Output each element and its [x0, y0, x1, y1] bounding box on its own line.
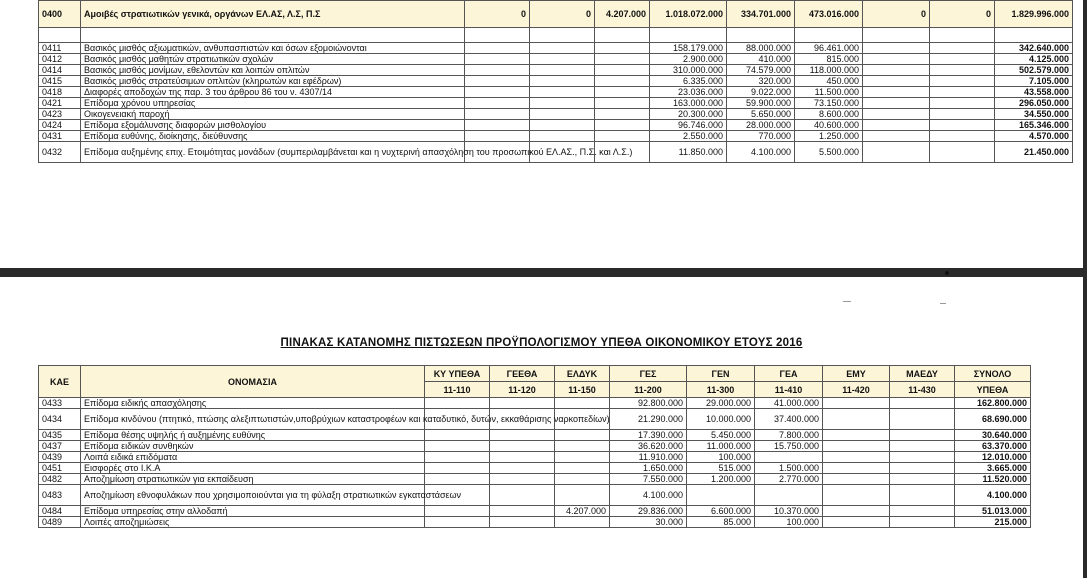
row-total: 162.800.000: [955, 398, 1031, 409]
row-value: [425, 517, 490, 528]
table-row: [39, 142, 1073, 163]
row-name: Λοιπά ειδικά επιδόματα: [81, 452, 425, 463]
row-value: [425, 463, 490, 474]
spacer-cell: [81, 28, 465, 43]
row-name: Βασικός μισθός στρατεύσιμων οπλιτών (κληρωτών και εφέδρων): [81, 76, 465, 87]
spacer-cell: [530, 28, 595, 43]
row-value: 410.000: [727, 54, 795, 65]
spacer-cell: [995, 28, 1073, 43]
row-value: 59.900.000: [727, 98, 795, 109]
row-value: [890, 517, 955, 528]
table-row: [39, 120, 1073, 131]
row-code: 0424: [39, 120, 81, 131]
row-value: 1.650.000: [610, 463, 687, 474]
scan-mark: [940, 303, 946, 304]
row-value: [465, 87, 530, 98]
row-total: 68.690.000: [955, 409, 1031, 430]
row-value: [863, 142, 930, 163]
row-value: [930, 87, 995, 98]
row-total: 30.640.000: [955, 430, 1031, 441]
row-value: [930, 142, 995, 163]
row-value: [530, 76, 595, 87]
row-value: [823, 441, 890, 452]
row-name: Οικογενειακή παροχή: [81, 109, 465, 120]
row-value: 7.800.000: [755, 430, 823, 441]
row-value: 41.000.000: [755, 398, 823, 409]
row-value: [595, 131, 650, 142]
col-header-label: ΜΑΕΔΥ: [890, 366, 955, 382]
row-value: 15.750.000: [755, 441, 823, 452]
row-value: 320.000: [727, 76, 795, 87]
row-code: 0435: [39, 430, 81, 441]
row-name: Βασικός μισθός αξιωματικών, ανθυπασπιστών και όσων εξομοιώνονται: [81, 43, 465, 54]
row-value: [465, 76, 530, 87]
stray-mark: [945, 271, 949, 275]
row-total: 3.665.000: [955, 463, 1031, 474]
row-value: 10.000.000: [687, 409, 755, 430]
row-name: Επίδομα ευθύνης, διοίκησης, διεύθυνσης: [81, 131, 465, 142]
row-value: [490, 463, 555, 474]
row-value: [555, 485, 610, 506]
group-value: 1.829.996.000: [995, 1, 1073, 28]
row-value: [823, 463, 890, 474]
row-value: 2.770.000: [755, 474, 823, 485]
row-value: [595, 43, 650, 54]
row-value: 1.250.000: [795, 131, 863, 142]
row-value: 85.000: [687, 517, 755, 528]
row-value: 2.550.000: [650, 131, 727, 142]
row-name: Λοιπές αποζημιώσεις: [81, 517, 425, 528]
group-value: 473.016.000: [795, 1, 863, 28]
row-code: 0483: [39, 485, 81, 506]
row-value: [465, 120, 530, 131]
row-value: [530, 43, 595, 54]
row-value: [595, 120, 650, 131]
row-value: [823, 452, 890, 463]
spacer-cell: [795, 28, 863, 43]
table-row: [39, 43, 1073, 54]
row-code: 0415: [39, 76, 81, 87]
row-value: [425, 474, 490, 485]
row-value: [930, 131, 995, 142]
row-value: [465, 54, 530, 65]
row-value: 450.000: [795, 76, 863, 87]
table-row: [39, 87, 1073, 98]
spacer-cell: [930, 28, 995, 43]
row-code: 0437: [39, 441, 81, 452]
row-value: 96.461.000: [795, 43, 863, 54]
row-value: [823, 474, 890, 485]
col-header-code: 11-150: [555, 382, 610, 398]
row-value: 5.500.000: [795, 142, 863, 163]
table-row: [39, 474, 1031, 485]
row-value: [490, 452, 555, 463]
row-value: [930, 98, 995, 109]
row-value: 770.000: [727, 131, 795, 142]
row-value: 163.000.000: [650, 98, 727, 109]
row-value: [425, 398, 490, 409]
row-value: 20.300.000: [650, 109, 727, 120]
row-value: [465, 131, 530, 142]
row-value: [555, 398, 610, 409]
row-name: Επίδομα θέσης υψηλής ή αυξημένης ευθύνης: [81, 430, 425, 441]
row-value: 1.200.000: [687, 474, 755, 485]
row-total: 4.570.000: [995, 131, 1073, 142]
row-value: [530, 87, 595, 98]
row-name: Επίδομα αυξημένης επιχ. Ετοιμότητας μονάδων (συμπεριλαμβάνεται και η νυχτερινή απασχόληση του προσωπικού ΕΛ.ΑΣ., Π.Σ. και Λ.Σ.): [81, 142, 465, 163]
row-value: 96.746.000: [650, 120, 727, 131]
row-value: [823, 398, 890, 409]
row-name: Επίδομα χρόνου υπηρεσίας: [81, 98, 465, 109]
row-value: 4.100.000: [610, 485, 687, 506]
row-code: 0423: [39, 109, 81, 120]
row-value: [863, 120, 930, 131]
row-value: 100.000: [755, 517, 823, 528]
table-row: [39, 409, 1031, 430]
table-row: [39, 452, 1031, 463]
row-code: 0411: [39, 43, 81, 54]
row-value: 9.022.000: [727, 87, 795, 98]
row-value: 6.600.000: [687, 506, 755, 517]
col-header-name: ΟΝΟΜΑΣΙΑ: [81, 366, 425, 398]
row-value: 21.290.000: [610, 409, 687, 430]
row-value: [555, 430, 610, 441]
row-value: 118.000.000: [795, 65, 863, 76]
row-value: 37.400.000: [755, 409, 823, 430]
row-value: 40.600.000: [795, 120, 863, 131]
col-header-code: 11-200: [610, 382, 687, 398]
row-value: 30.000: [610, 517, 687, 528]
row-value: [823, 430, 890, 441]
row-value: 23.036.000: [650, 87, 727, 98]
row-total: 215.000: [955, 517, 1031, 528]
row-name: Επίδομα ειδικής απασχόλησης: [81, 398, 425, 409]
row-value: [823, 485, 890, 506]
top-budget-table: [38, 0, 1073, 163]
group-header-row: [39, 1, 1073, 28]
table-row: [39, 98, 1073, 109]
spacer-row: [39, 28, 1073, 43]
row-total: 7.105.000: [995, 76, 1073, 87]
row-code: 0433: [39, 398, 81, 409]
row-value: 11.850.000: [650, 142, 727, 163]
row-value: 10.370.000: [755, 506, 823, 517]
group-value: 0: [863, 1, 930, 28]
spacer-cell: [595, 28, 650, 43]
row-value: [555, 452, 610, 463]
row-code: 0482: [39, 474, 81, 485]
row-name: Επίδομα εξομάλυνσης διαφορών μισθολογίου: [81, 120, 465, 131]
row-value: [863, 54, 930, 65]
row-value: 815.000: [795, 54, 863, 65]
spacer-cell: [727, 28, 795, 43]
table-row: [39, 76, 1073, 87]
row-value: [890, 452, 955, 463]
row-total: 43.558.000: [995, 87, 1073, 98]
row-total: 51.013.000: [955, 506, 1031, 517]
row-value: [687, 485, 755, 506]
row-value: [530, 54, 595, 65]
group-name: Αμοιβές στρατιωτικών γενικά, οργάνων ΕΛ.ΑΣ, Λ.Σ, Π.Σ: [81, 1, 465, 28]
row-code: 0432: [39, 142, 81, 163]
row-value: [863, 109, 930, 120]
row-value: [465, 98, 530, 109]
row-value: [930, 65, 995, 76]
group-value: 1.018.072.000: [650, 1, 727, 28]
row-value: 2.900.000: [650, 54, 727, 65]
col-header-kae: ΚΑΕ: [39, 366, 81, 398]
row-value: [425, 441, 490, 452]
table-row: [39, 398, 1031, 409]
row-code: 0489: [39, 517, 81, 528]
row-value: 100.000: [687, 452, 755, 463]
row-value: [823, 506, 890, 517]
col-header-total: ΣΥΝΟΛΟ: [955, 366, 1031, 382]
row-total: 4.100.000: [955, 485, 1031, 506]
row-value: [890, 463, 955, 474]
row-value: 11.910.000: [610, 452, 687, 463]
row-name: Αποζημίωση εθνοφυλάκων που χρησιμοποιούνται για τη φύλαξη στρατιωτικών εγκαταστάσεων: [81, 485, 425, 506]
row-value: [890, 398, 955, 409]
spacer-cell: [863, 28, 930, 43]
row-value: [530, 109, 595, 120]
row-value: 7.550.000: [610, 474, 687, 485]
row-value: 8.600.000: [795, 109, 863, 120]
row-total: 21.450.000: [995, 142, 1073, 163]
col-header-label: ΕΛΔΥΚ: [555, 366, 610, 382]
row-value: [755, 485, 823, 506]
row-value: 29.000.000: [687, 398, 755, 409]
col-header-label: ΓΕΣ: [610, 366, 687, 382]
page-title: ΠΙΝΑΚΑΣ ΚΑΤΑΝΟΜΗΣ ΠΙΣΤΩΣΕΩΝ ΠΡΟΫΠΟΛΟΓΙΣΜΟΥ ΥΠΕΘΑ ΟΙΚΟΝΟΜΙΚΟΥ ΕΤΟΥΣ 2016: [280, 337, 803, 349]
row-value: 73.150.000: [795, 98, 863, 109]
row-value: [890, 441, 955, 452]
row-value: [823, 517, 890, 528]
row-name: Βασικός μισθός μονίμων, εθελοντών και λοιπών οπλιτών: [81, 65, 465, 76]
row-value: [490, 474, 555, 485]
col-header-code: 11-110: [425, 382, 490, 398]
bottom-budget-table: [38, 365, 1031, 528]
row-value: [530, 120, 595, 131]
table-row: [39, 463, 1031, 474]
row-value: [490, 398, 555, 409]
row-value: 28.000.000: [727, 120, 795, 131]
table-row: [39, 517, 1031, 528]
row-value: [930, 76, 995, 87]
row-code: 0439: [39, 452, 81, 463]
row-value: [755, 452, 823, 463]
group-value: 334.701.000: [727, 1, 795, 28]
row-code: 0418: [39, 87, 81, 98]
viewer-edge: [1083, 0, 1087, 578]
row-value: 11.500.000: [795, 87, 863, 98]
spacer-cell: [650, 28, 727, 43]
row-value: 310.000.000: [650, 65, 727, 76]
table-row: [39, 441, 1031, 452]
col-header-label: ΓΕΝ: [687, 366, 755, 382]
col-header-label: ΓΕΑ: [755, 366, 823, 382]
row-total: 502.579.000: [995, 65, 1073, 76]
row-value: [890, 409, 955, 430]
row-total: 63.370.000: [955, 441, 1031, 452]
row-value: [555, 517, 610, 528]
row-value: [465, 43, 530, 54]
row-value: [595, 76, 650, 87]
row-value: [863, 131, 930, 142]
table-row: [39, 131, 1073, 142]
row-name: Διαφορές αποδοχών της παρ. 3 του άρθρου 86 του ν. 4307/14: [81, 87, 465, 98]
row-value: [863, 76, 930, 87]
col-header-code: 11-300: [687, 382, 755, 398]
row-value: 17.390.000: [610, 430, 687, 441]
row-code: 0484: [39, 506, 81, 517]
col-header-code: 11-120: [490, 382, 555, 398]
row-value: 5.450.000: [687, 430, 755, 441]
row-value: [930, 43, 995, 54]
row-value: [863, 87, 930, 98]
row-value: 4.207.000: [555, 506, 610, 517]
table-row: [39, 506, 1031, 517]
row-value: [530, 98, 595, 109]
row-total: 4.125.000: [995, 54, 1073, 65]
row-value: 158.179.000: [650, 43, 727, 54]
row-value: 11.000.000: [687, 441, 755, 452]
row-name: Επίδομα κινδύνου (πτητικό, πτώσης αλεξιπτωτιστών,υποβρύχιων καταστροφέων και καταδυτικό, δυτών, εκκαθάρισης ναρκοπεδίων): [81, 409, 425, 430]
row-value: 6.335.000: [650, 76, 727, 87]
row-value: [890, 506, 955, 517]
row-value: [930, 109, 995, 120]
row-value: [425, 506, 490, 517]
row-value: [823, 409, 890, 430]
group-value: 0: [465, 1, 530, 28]
row-value: [490, 517, 555, 528]
row-name: Επίδομα υπηρεσίας στην αλλοδαπή: [81, 506, 425, 517]
table-row: [39, 485, 1031, 506]
row-value: [425, 452, 490, 463]
row-code: 0451: [39, 463, 81, 474]
scan-mark: [843, 301, 851, 302]
row-value: [595, 65, 650, 76]
row-value: [530, 65, 595, 76]
spacer-cell: [39, 28, 81, 43]
row-value: [595, 87, 650, 98]
row-value: [595, 54, 650, 65]
row-code: 0431: [39, 131, 81, 142]
page-separator: [0, 268, 1087, 277]
row-value: [863, 65, 930, 76]
group-value: 0: [530, 1, 595, 28]
col-header-code: 11-410: [755, 382, 823, 398]
row-value: [465, 65, 530, 76]
col-header-label: ΕΜΥ: [823, 366, 890, 382]
table-row: [39, 109, 1073, 120]
table-row: [39, 54, 1073, 65]
row-value: [930, 54, 995, 65]
row-value: 92.800.000: [610, 398, 687, 409]
row-total: 296.050.000: [995, 98, 1073, 109]
row-value: [555, 441, 610, 452]
table-row: [39, 65, 1073, 76]
row-total: 11.520.000: [955, 474, 1031, 485]
row-total: 342.640.000: [995, 43, 1073, 54]
row-value: [490, 506, 555, 517]
row-code: 0434: [39, 409, 81, 430]
row-total: 34.550.000: [995, 109, 1073, 120]
row-code: 0412: [39, 54, 81, 65]
group-code: 0400: [39, 1, 81, 28]
col-header-label: ΓΕΕΘΑ: [490, 366, 555, 382]
row-value: 29.836.000: [610, 506, 687, 517]
row-value: [595, 98, 650, 109]
row-value: 5.650.000: [727, 109, 795, 120]
row-value: 74.579.000: [727, 65, 795, 76]
row-code: 0421: [39, 98, 81, 109]
row-value: 36.620.000: [610, 441, 687, 452]
row-name: Αποζημίωση στρατιωτικών για εκπαίδευση: [81, 474, 425, 485]
row-value: [425, 430, 490, 441]
row-total: 165.346.000: [995, 120, 1073, 131]
row-total: 12.010.000: [955, 452, 1031, 463]
row-value: [465, 109, 530, 120]
row-value: [490, 441, 555, 452]
row-value: [890, 485, 955, 506]
row-value: [530, 131, 595, 142]
row-value: [863, 43, 930, 54]
row-name: Επίδομα ειδικών συνθηκών: [81, 441, 425, 452]
row-value: [555, 474, 610, 485]
row-value: 515.000: [687, 463, 755, 474]
col-header-code: 11-430: [890, 382, 955, 398]
row-value: 1.500.000: [755, 463, 823, 474]
group-value: 4.207.000: [595, 1, 650, 28]
row-value: [863, 98, 930, 109]
row-value: 4.100.000: [727, 142, 795, 163]
row-value: 88.000.000: [727, 43, 795, 54]
upper-page: [0, 0, 1087, 268]
row-value: [595, 109, 650, 120]
row-code: 0414: [39, 65, 81, 76]
lower-page: [0, 277, 1083, 578]
row-name: Βασικός μισθός μαθητών στρατιωτικών σχολών: [81, 54, 465, 65]
row-value: [490, 485, 555, 506]
row-value: [930, 120, 995, 131]
col-header-total-sub: ΥΠΕΘΑ: [955, 382, 1031, 398]
row-value: [890, 430, 955, 441]
row-value: [490, 430, 555, 441]
row-name: Εισφορές στο Ι.Κ.Α: [81, 463, 425, 474]
col-header-code: 11-420: [823, 382, 890, 398]
spacer-cell: [465, 28, 530, 43]
table-row: [39, 430, 1031, 441]
row-value: [555, 463, 610, 474]
col-header-label: ΚΥ ΥΠΕΘΑ: [425, 366, 490, 382]
group-value: 0: [930, 1, 995, 28]
row-value: [890, 474, 955, 485]
